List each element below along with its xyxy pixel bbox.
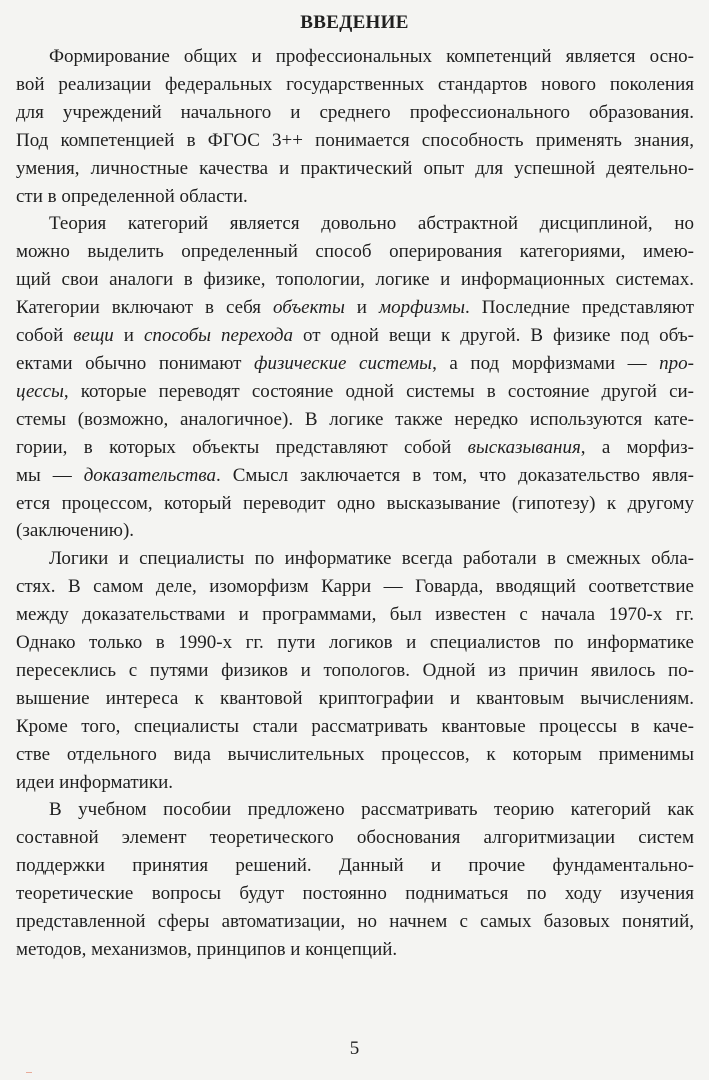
- body-text: [16, 43, 694, 964]
- text-line: собой вещи и способы перехода от одной вещи к другой. В физике под объ-: [16, 325, 694, 347]
- text-line: Теория категорий является довольно абстрактной дисциплиной, но: [49, 213, 694, 235]
- text-line: мы — доказательства. Смысл заключается в том, что доказательство явля-: [16, 464, 694, 486]
- text-line: для учреждений начального и среднего профессионального образования.: [16, 101, 694, 123]
- text-line: Категории включают в себя объекты и морфизмы. Последние представляют: [16, 297, 694, 319]
- italic-term: объекты: [272, 297, 345, 319]
- text-line: вышение интереса к квантовой криптографии и квантовым вычислениям.: [16, 687, 694, 709]
- italic-term: физические системы: [254, 352, 433, 374]
- text-line: Однако только в 1990-х гг. пути логиков и специалистов по информатике: [16, 632, 694, 654]
- text-line: стемы (возможно, аналогичное). В логике также нередко используются кате-: [16, 408, 694, 430]
- text-line: сти в определенной области.: [16, 185, 248, 207]
- text-line: Под компетенцией в ФГОС 3++ понимается способность применять знания,: [16, 129, 694, 151]
- scan-artifact: [26, 1072, 32, 1073]
- text-line: стве отдельного вида вычислительных процессов, к которым применимы: [16, 743, 694, 765]
- text-line: представленной сферы автоматизации, но начнем с самых базовых понятий,: [16, 911, 694, 933]
- text-line: щий свои аналоги в физике, топологии, логике и информационных системах.: [16, 269, 694, 291]
- italic-term: морфизмы: [378, 297, 465, 319]
- italic-term: вещи: [73, 325, 114, 347]
- paragraph-2: [16, 210, 694, 545]
- text-line: цессы, которые переводят состояние одной системы в состояние другой си-: [16, 380, 694, 402]
- text-line: Кроме того, специалисты стали рассматривать квантовые процессы в каче-: [16, 715, 694, 737]
- text-line: пересеклись с путями физиков и топологов. Одной из причин явилось по-: [16, 659, 694, 681]
- text-line: ектами обычно понимают физические системы, а под морфизмами — про-: [16, 352, 694, 374]
- text-line: составной элемент теоретического обоснования алгоритмизации систем: [16, 827, 694, 849]
- page-number: 5: [349, 1038, 360, 1059]
- text-line: Формирование общих и профессиональных компетенций является осно-: [49, 46, 694, 67]
- italic-term: способы перехода: [143, 325, 293, 347]
- text-line: поддержки принятия решений. Данный и прочие фундаментально-: [16, 855, 694, 877]
- text-line: стях. В самом деле, изоморфизм Карри — Говарда, вводящий соответствие: [16, 576, 694, 598]
- text-line: Логики и специалисты по информатике всегда работали в смежных обла-: [49, 548, 694, 570]
- text-line: В учебном пособии предложено рассматривать теорию категорий как: [49, 799, 694, 821]
- italic-term: доказательства: [83, 464, 217, 486]
- text-line: вой реализации федеральных государственных стандартов нового поколения: [16, 73, 694, 95]
- chapter-heading: ВВЕДЕНИЕ: [300, 12, 409, 33]
- italic-term: цессы: [16, 380, 64, 402]
- text-line: гории, в которых объекты представляют собой высказывания, а морфиз-: [16, 436, 694, 458]
- text-line: (заключению).: [16, 520, 135, 542]
- text-line: можно выделить определенный способ оперирования категориями, имею-: [16, 241, 694, 263]
- italic-term: про-: [659, 352, 694, 374]
- paragraph-1: [16, 43, 694, 210]
- text-line: умения, личностные качества и практический опыт для успешной деятельно-: [16, 157, 694, 179]
- text-line: методов, механизмов, принципов и концепций.: [16, 939, 398, 960]
- text-line: ется процессом, который переводит одно высказывание (гипотезу) к другому: [16, 492, 694, 514]
- text-line: между доказательствами и программами, был известен с начала 1970-х гг.: [16, 604, 694, 626]
- text-line: теоретические вопросы будут постоянно подниматься по ходу изучения: [16, 883, 694, 905]
- text-line: идеи информатики.: [16, 771, 174, 793]
- paragraph-4: [16, 796, 694, 963]
- italic-term: высказывания: [467, 436, 581, 458]
- paragraph-3: [16, 545, 694, 796]
